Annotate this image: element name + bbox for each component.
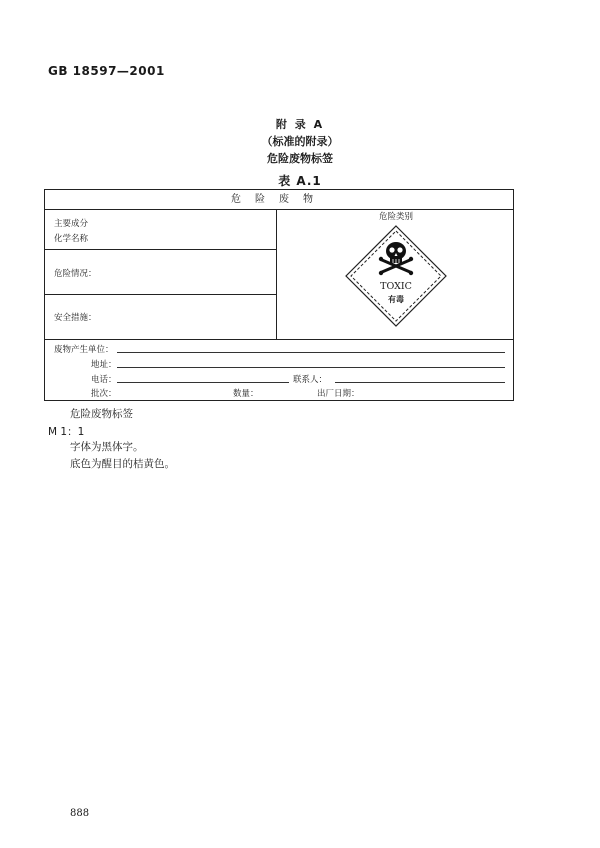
table-caption: 表 A.1 <box>278 174 322 188</box>
toxic-cn-text: 有毒 <box>388 295 404 304</box>
label-header: 危险废物 <box>45 190 513 210</box>
phone-label: 电话： <box>91 375 117 385</box>
annex-subject: 危险废物标签 <box>267 152 333 165</box>
toxic-diamond-icon <box>344 224 448 328</box>
main-components-label: 主要成分 <box>54 219 89 229</box>
scale-note: M 1：1 <box>48 426 85 438</box>
address-line <box>117 367 505 368</box>
color-note: 底色为醒目的桔黄色。 <box>70 458 175 470</box>
ship-date-label: 出厂日期： <box>317 389 360 399</box>
producer-label: 废物产生单位： <box>54 345 114 355</box>
row-divider-2 <box>45 294 276 295</box>
safety-measures-label: 安全措施： <box>54 313 97 323</box>
column-divider <box>276 209 277 339</box>
figure-caption: 危险废物标签 <box>70 408 133 420</box>
toxic-en-text: TOXIC <box>380 281 412 292</box>
contact-label: 联系人： <box>293 375 328 385</box>
toxic-pictogram <box>344 224 448 328</box>
address-label: 地址： <box>91 360 117 370</box>
font-note: 字体为黑体字。 <box>70 441 144 453</box>
contact-line <box>335 382 505 383</box>
page-number: 888 <box>70 808 90 819</box>
hazard-waste-label <box>44 189 514 401</box>
phone-line <box>117 382 289 383</box>
hazard-category-label: 危险类别 <box>378 212 413 222</box>
quantity-label: 数量： <box>233 389 259 399</box>
batch-label: 批次： <box>91 389 117 399</box>
row-divider-3 <box>45 339 513 340</box>
annex-title: 附 录 A <box>275 118 325 131</box>
row-divider-1 <box>45 249 276 250</box>
annex-normative-note: （标准的附录） <box>261 135 339 148</box>
hazard-status-label: 危险情况： <box>54 269 97 279</box>
producer-line <box>117 352 505 353</box>
chemical-name-label: 化学名称 <box>54 234 89 244</box>
standard-code: GB 18597—2001 <box>48 64 165 78</box>
